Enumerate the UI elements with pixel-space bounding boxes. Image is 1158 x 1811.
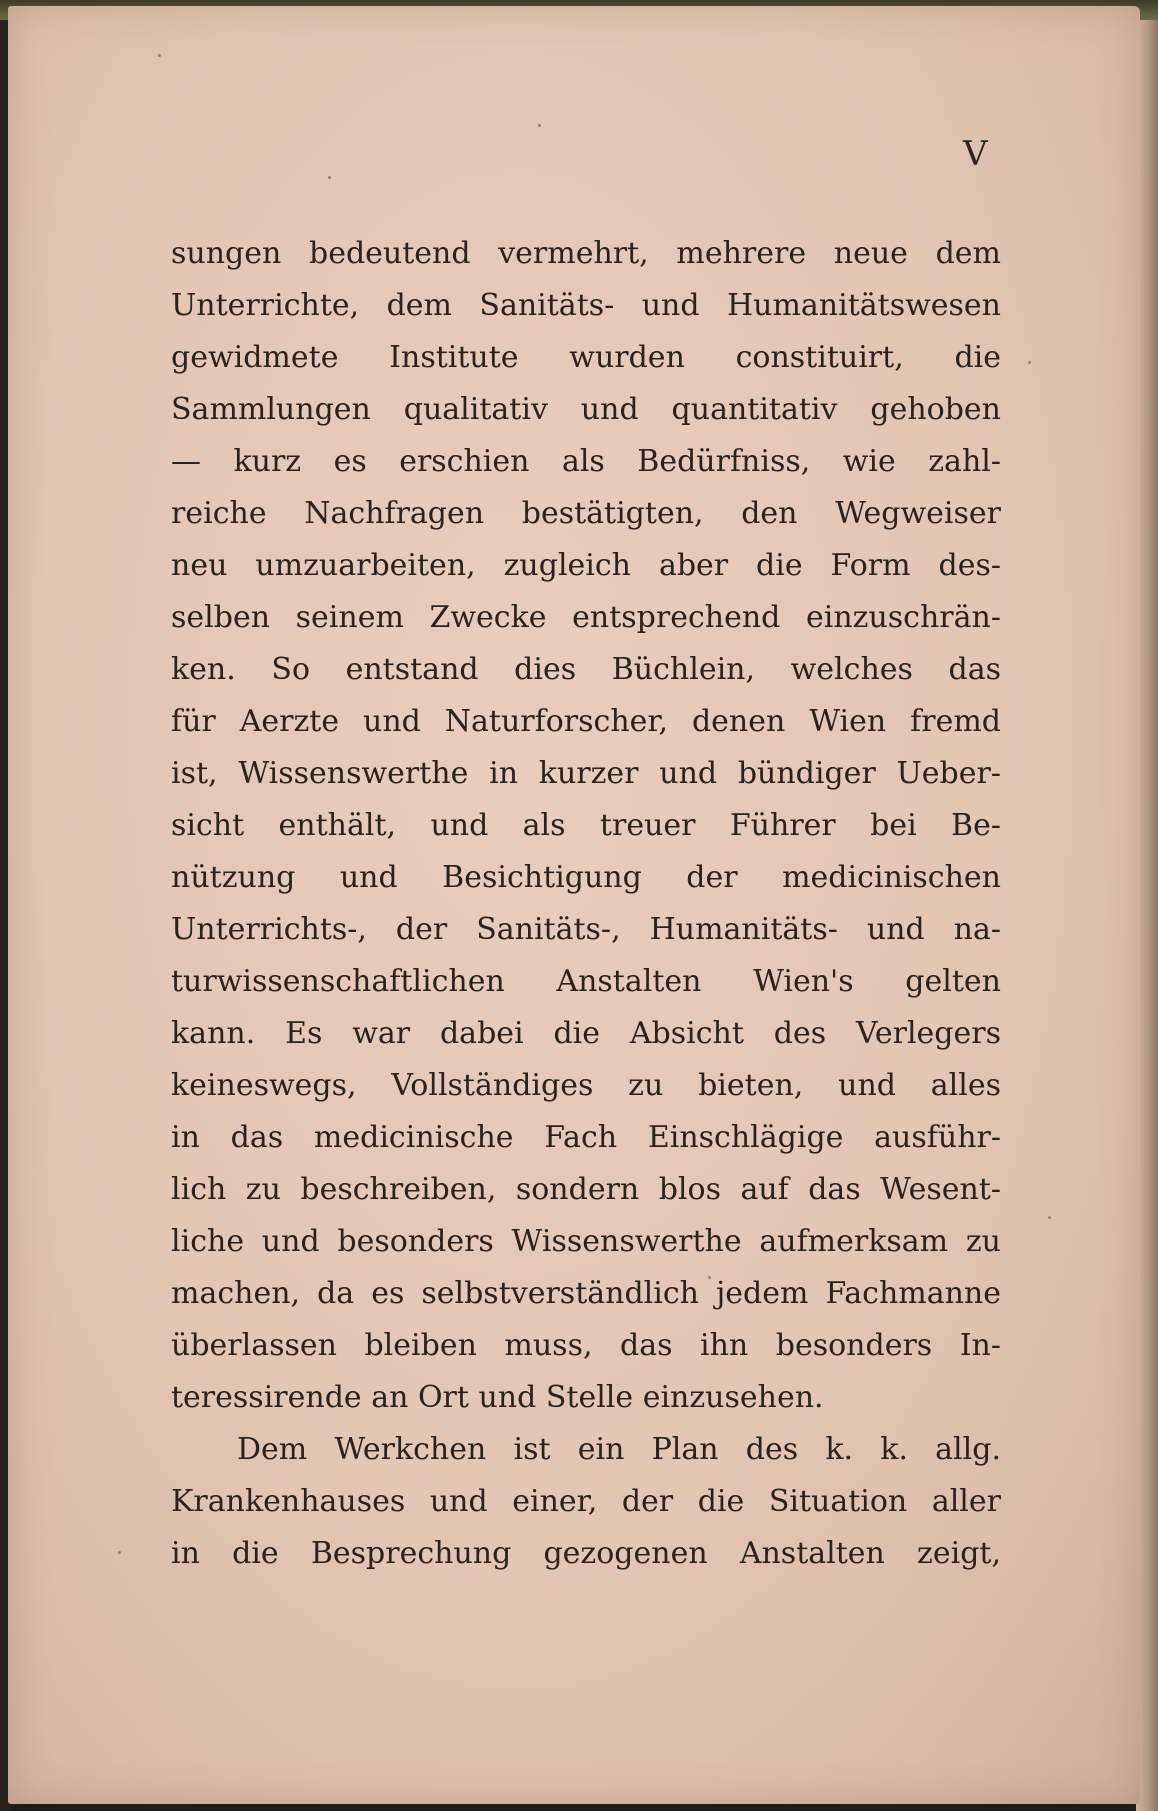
text-line: turwissenschaftlichen Anstalten Wien's gelten [171,964,1001,999]
text-line: keineswegs, Vollständiges zu bieten, und alles [171,1068,1001,1103]
text-line: sicht enthält, und als treuer Führer bei Be- [171,808,1001,843]
text-line: Dem Werkchen ist ein Plan des k. k. allg. [237,1432,1001,1467]
paper-speck [118,1551,121,1554]
text-line: gewidmete Institute wurden constituirt, die [171,340,1001,375]
text-line: Sammlungen qualitativ und quantitativ gehoben [171,392,1001,427]
text-line: Krankenhauses und einer, der die Situation aller [171,1484,1001,1519]
page-number: V [963,134,989,174]
text-line: kann. Es war dabei die Absicht des Verlegers [171,1016,1001,1051]
paper-speck [1048,1216,1051,1219]
text-line: — kurz es erschien als Bedürfniss, wie zahl- [171,444,1001,479]
text-line: überlassen bleiben muss, das ihn besonders In- [171,1328,1001,1363]
text-line: in die Besprechung gezogenen Anstalten zeigt, [171,1536,1001,1571]
paper-speck [158,54,161,57]
text-line: sungen bedeutend vermehrt, mehrere neue dem [171,236,1001,271]
text-line: nützung und Besichtigung der medicinischen [171,860,1001,895]
text-line: teressirende an Ort und Stelle einzusehen. [171,1380,824,1415]
text-line: lich zu beschreiben, sondern blos auf das Wesent- [171,1172,1001,1207]
text-line: ken. So entstand dies Büchlein, welches das [171,652,1001,687]
text-line: selben seinem Zwecke entsprechend einzuschrän- [171,600,1001,635]
paper-speck [328,176,331,179]
text-line: reiche Nachfragen bestätigten, den Wegweiser [171,496,1001,531]
body-text [171,228,1001,1580]
text-line: liche und besonders Wissenswerthe aufmerksam zu [171,1224,1001,1259]
text-line: Unterrichts-, der Sanitäts-, Humanitäts- und na- [171,912,1001,947]
text-line: neu umzuarbeiten, zugleich aber die Form des- [171,548,1001,583]
text-line: ist, Wissenswerthe in kurzer und bündiger Ueber- [171,756,1001,791]
text-line: Unterrichte, dem Sanitäts- und Humanitätswesen [171,288,1001,323]
paper-speck [1028,361,1031,364]
text-line: machen, da es selbstverständlich jedem Fachmanne [171,1276,1001,1311]
text-line: in das medicinische Fach Einschlägige ausführ- [171,1120,1001,1155]
text-line: für Aerzte und Naturforscher, denen Wien fremd [171,704,1001,739]
paper-speck [538,124,541,127]
